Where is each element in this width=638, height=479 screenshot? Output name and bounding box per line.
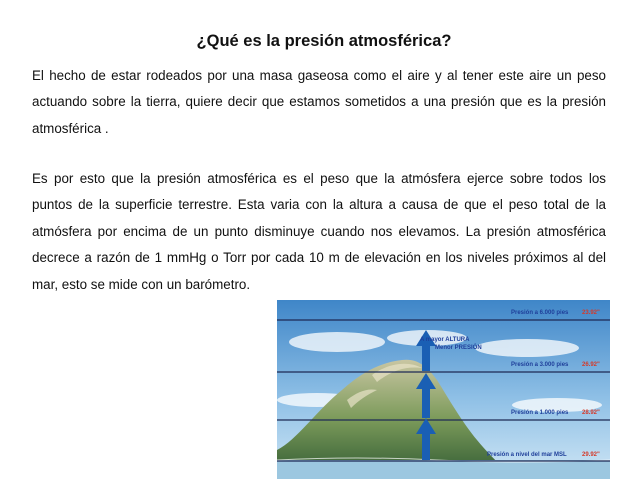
level-value-3000: 26.92" (582, 362, 600, 368)
paragraph-explanation: Es por esto que la presión atmosférica es el peso que la atmósfera ejerce sobre todos los puntos de la superficie terrestre. Esta varia con la altura a causa de que el peso total de la atmósfera por encima de un punto disminuye cuando nos elevamos. La presión atmosférica decrece a razón de 1 mmHg o Torr por cada 10 m de elevación en los niveles próximos al del mar, esto se mide con un barómetro. (32, 171, 606, 292)
altitude-annotation-line1: A mayor ALTURA (420, 337, 470, 343)
level-value-msl: 29.92" (582, 452, 600, 458)
level-value-1000: 28.92" (582, 410, 600, 416)
paragraph-definition: El hecho de estar rodeados por una masa gaseosa como el aire y al tener este aire un peso actuando sobre la tierra, quiere decir que estamos sometidos a una presión que es la presión atmosférica . (32, 68, 606, 136)
level-label-1000: Presión a 1.000 pies (511, 410, 569, 416)
pressure-altitude-figure (277, 300, 610, 479)
altitude-annotation-line2: Menor PRESIÓN (435, 345, 482, 351)
sea-surface (277, 460, 610, 479)
level-label-msl: Presión a nivel del mar MSL (487, 452, 567, 458)
page-title: ¿Qué es la presión atmosférica? (196, 32, 452, 50)
level-value-6000: 23.92" (582, 310, 600, 316)
level-label-6000: Presión a 6.000 pies (511, 310, 569, 316)
level-label-3000: Presión a 3.000 pies (511, 362, 569, 368)
pressure-altitude-illustration (277, 300, 610, 479)
